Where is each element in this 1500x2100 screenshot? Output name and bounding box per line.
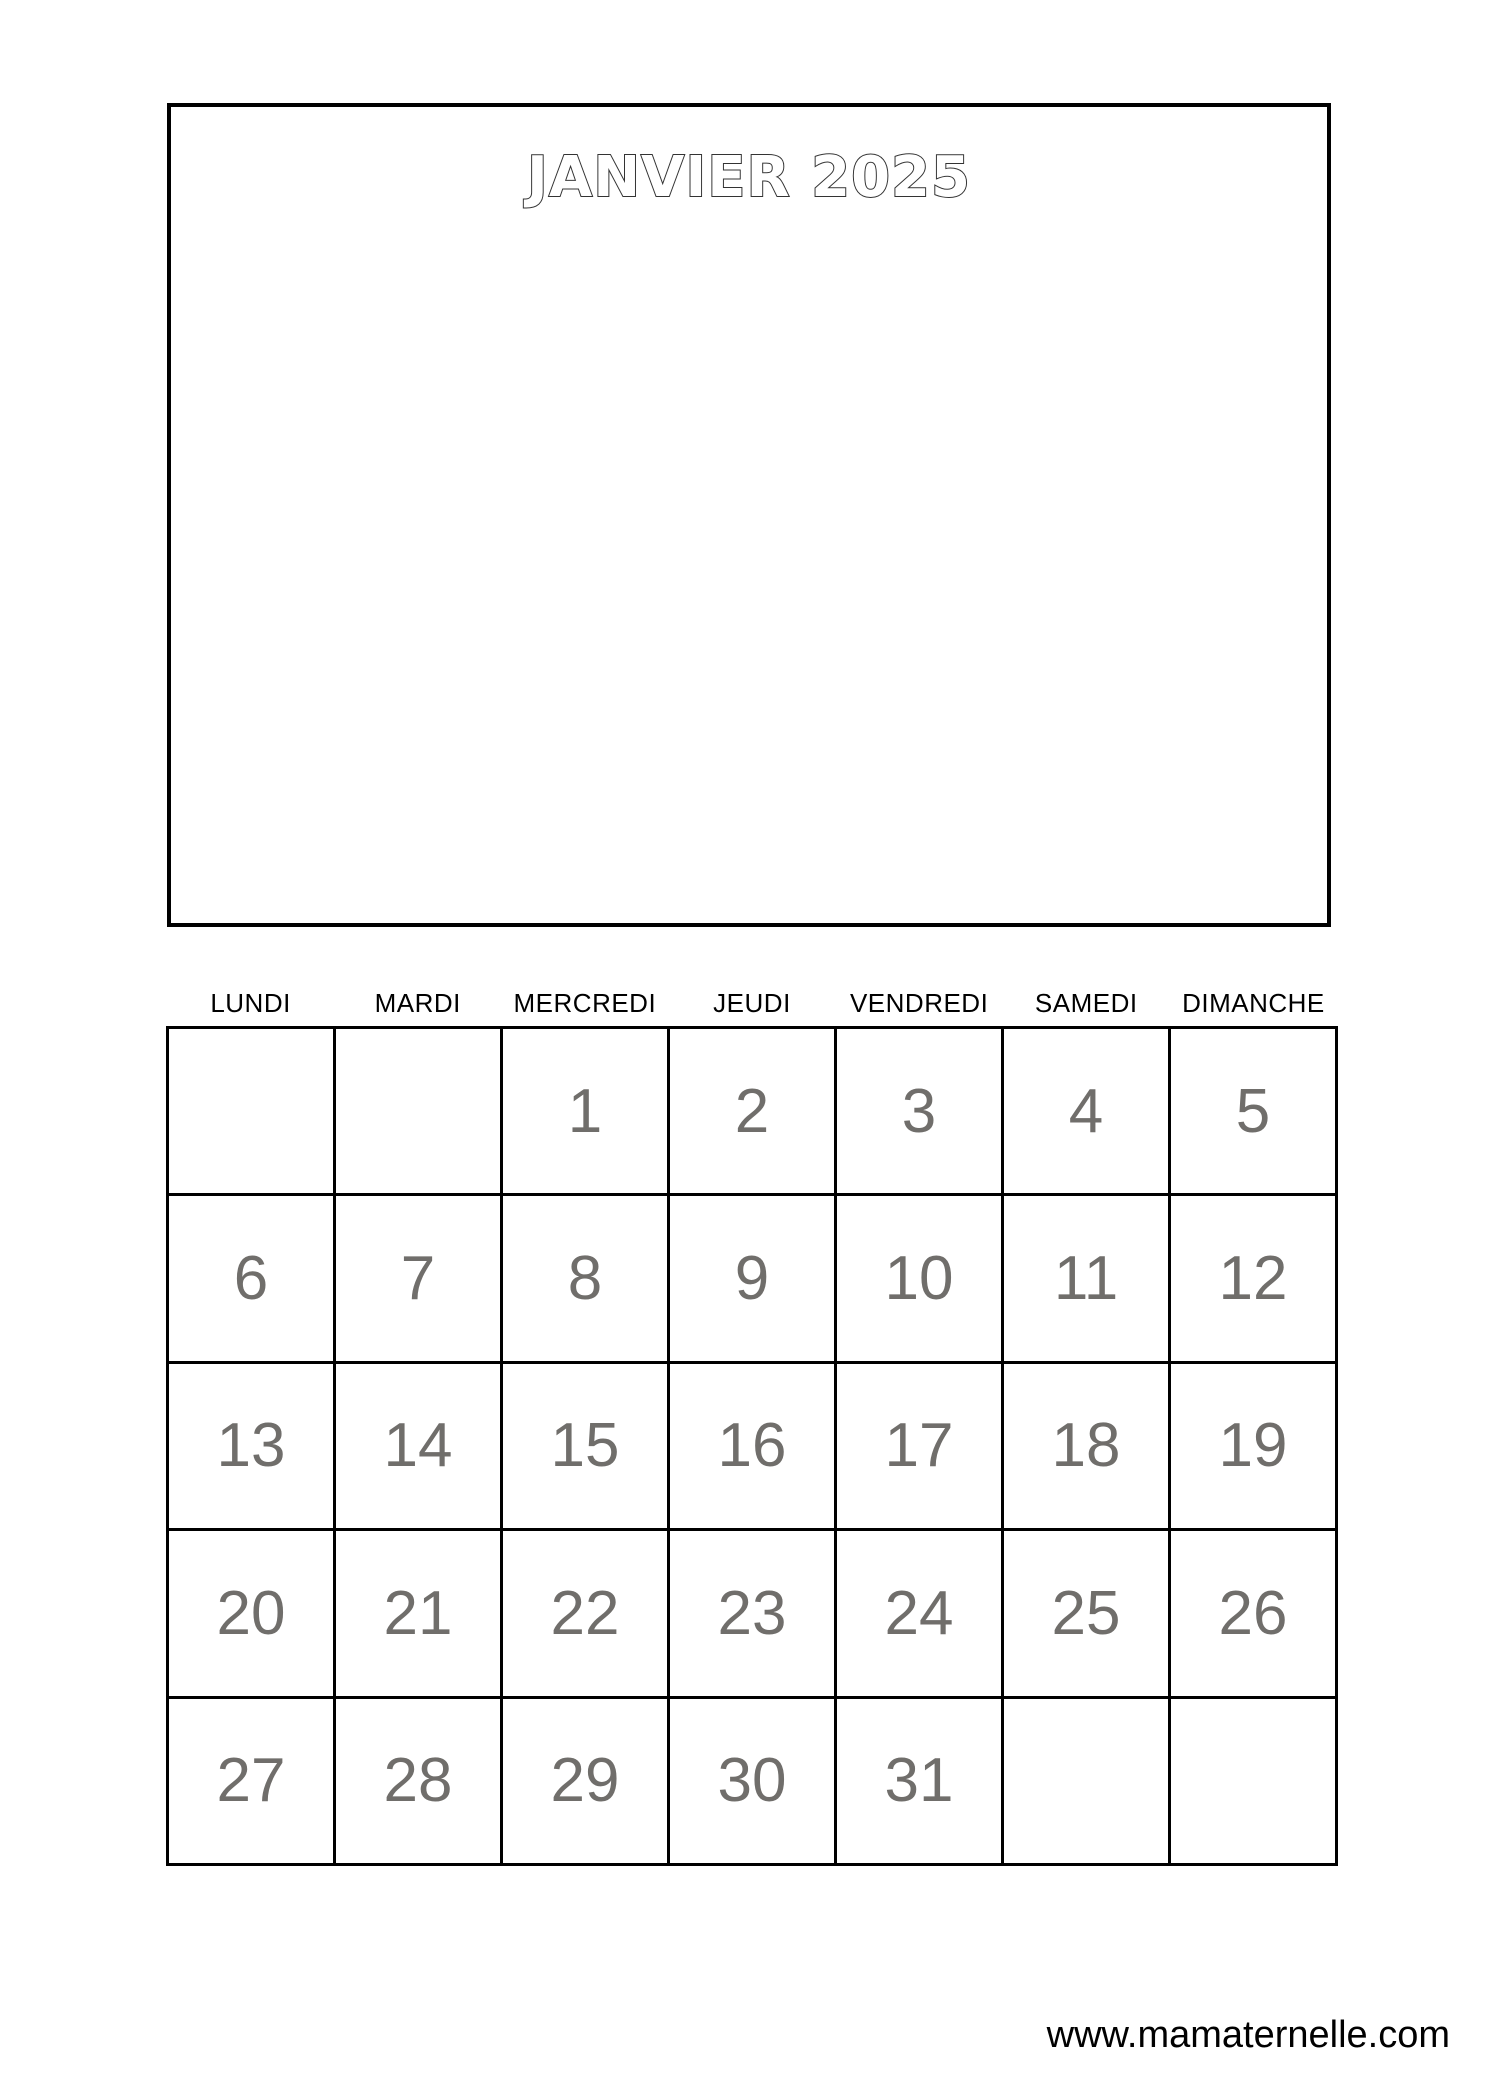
day-cell: 15 bbox=[503, 1364, 670, 1531]
weekday-label: DIMANCHE bbox=[1182, 988, 1325, 1018]
day-cell: 6 bbox=[169, 1196, 336, 1363]
day-cell: 25 bbox=[1004, 1531, 1171, 1698]
day-cell: 17 bbox=[837, 1364, 1004, 1531]
day-cell: 24 bbox=[837, 1531, 1004, 1698]
day-cell bbox=[336, 1029, 503, 1196]
day-cell: 26 bbox=[1171, 1531, 1338, 1698]
website-url: www.mamaternelle.com bbox=[1046, 2014, 1450, 2056]
weekday-label: MERCREDI bbox=[513, 988, 657, 1018]
day-cell: 5 bbox=[1171, 1029, 1338, 1196]
day-cell: 13 bbox=[169, 1364, 336, 1531]
day-cell: 29 bbox=[503, 1699, 670, 1866]
day-cell: 8 bbox=[503, 1196, 670, 1363]
weekday-label: VENDREDI bbox=[849, 988, 989, 1018]
month-title: JANVIER 2025 bbox=[527, 145, 971, 210]
day-cell: 23 bbox=[670, 1531, 837, 1698]
day-cell: 14 bbox=[336, 1364, 503, 1531]
weekday-label: SAMEDI bbox=[1034, 988, 1138, 1018]
day-cell: 7 bbox=[336, 1196, 503, 1363]
day-cell: 10 bbox=[837, 1196, 1004, 1363]
weekday-label: MARDI bbox=[374, 988, 461, 1018]
day-cell: 18 bbox=[1004, 1364, 1171, 1531]
day-cell bbox=[169, 1029, 336, 1196]
day-cell: 30 bbox=[670, 1699, 837, 1866]
day-cell: 20 bbox=[169, 1531, 336, 1698]
day-cell bbox=[1004, 1699, 1171, 1866]
day-cell: 21 bbox=[336, 1531, 503, 1698]
day-cell: 12 bbox=[1171, 1196, 1338, 1363]
day-cell: 28 bbox=[336, 1699, 503, 1866]
day-cell: 3 bbox=[837, 1029, 1004, 1196]
day-cell: 31 bbox=[837, 1699, 1004, 1866]
day-cell: 27 bbox=[169, 1699, 336, 1866]
day-cell: 2 bbox=[670, 1029, 837, 1196]
day-cell: 9 bbox=[670, 1196, 837, 1363]
day-cell: 4 bbox=[1004, 1029, 1171, 1196]
day-cell: 11 bbox=[1004, 1196, 1171, 1363]
day-cell: 1 bbox=[503, 1029, 670, 1196]
day-cell: 16 bbox=[670, 1364, 837, 1531]
weekday-label: JEUDI bbox=[713, 988, 791, 1018]
calendar-grid bbox=[166, 1026, 1338, 1866]
day-cell bbox=[1171, 1699, 1338, 1866]
day-cell: 22 bbox=[503, 1531, 670, 1698]
drawing-frame bbox=[167, 103, 1331, 927]
day-cell: 19 bbox=[1171, 1364, 1338, 1531]
weekday-label: LUNDI bbox=[210, 988, 291, 1018]
weekday-header-row bbox=[167, 988, 1337, 1019]
